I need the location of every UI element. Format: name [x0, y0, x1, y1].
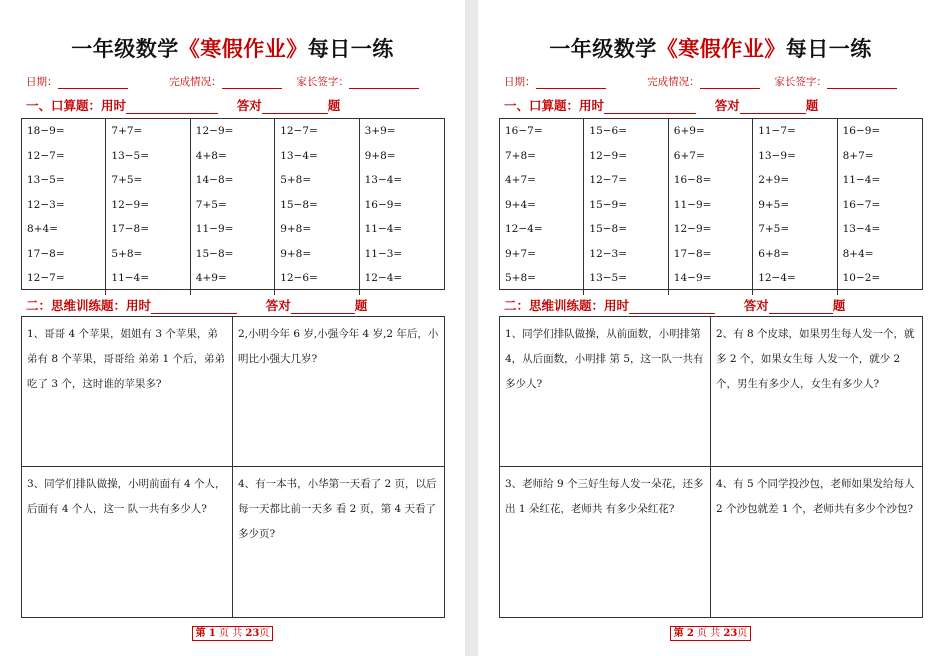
arithmetic-item: 11−9= — [195, 223, 234, 235]
section1-label: 一、口算题：用时 — [26, 98, 127, 113]
title-highlight: 《寒假作业》 — [656, 36, 786, 61]
arithmetic-item: 13−4= — [842, 223, 881, 235]
arithmetic-item: 16−7= — [505, 125, 543, 137]
unit-label: 题 — [832, 298, 846, 313]
arithmetic-column — [500, 119, 584, 295]
footer-middle: 页 共 — [697, 628, 721, 639]
page-number: 1 — [208, 628, 216, 639]
arithmetic-item: 16−7= — [842, 198, 881, 211]
status-label: 完成情况： — [169, 76, 222, 88]
word-problem: 2、有 8 个皮球，如果男生每人发一个，就多 2 个，如果女生每 人发一个，就少 2 个，男生有多少人，女生有多少人? — [711, 317, 922, 467]
status-blank[interactable] — [222, 77, 282, 89]
page-total: 23 — [245, 628, 260, 639]
arithmetic-column — [106, 119, 190, 295]
arithmetic-item: 7+5= — [758, 223, 790, 235]
arithmetic-item: 4+7= — [505, 174, 536, 186]
section1-heading — [504, 96, 923, 114]
arithmetic-item: 13−5= — [589, 272, 628, 284]
unit-label: 题 — [805, 98, 819, 113]
arithmetic-item: 15−6= — [589, 125, 628, 137]
arithmetic-item: 5+8= — [505, 272, 536, 284]
footer-prefix: 第 — [673, 628, 684, 639]
date-label: 日期： — [26, 76, 58, 88]
title-prefix: 一年级数学 — [71, 36, 179, 61]
section2-heading — [26, 296, 445, 314]
arithmetic-item: 12−7= — [280, 125, 318, 137]
arithmetic-item: 16−9= — [364, 198, 403, 211]
page-title — [0, 33, 465, 63]
arithmetic-item: 14−8= — [195, 174, 234, 186]
arithmetic-item: 17−8= — [673, 247, 712, 260]
arithmetic-item: 4+9= — [195, 272, 227, 284]
title-prefix: 一年级数学 — [549, 36, 657, 61]
arithmetic-item: 13−5= — [111, 149, 150, 162]
arithmetic-item: 12−7= — [27, 149, 65, 162]
meta-line — [26, 74, 445, 89]
arithmetic-item: 11−9= — [673, 198, 712, 211]
arithmetic-item: 9+5= — [758, 198, 790, 211]
arithmetic-item: 16−8= — [673, 174, 712, 186]
section2-label: 二：思维训练题：用时 — [26, 298, 152, 313]
arithmetic-item: 15−9= — [589, 198, 628, 211]
footer-suffix: 页 — [259, 628, 270, 639]
arithmetic-item: 8+4= — [842, 247, 874, 260]
arithmetic-item: 12−9= — [195, 125, 234, 137]
arithmetic-item: 12−7= — [589, 174, 628, 186]
time-blank[interactable] — [151, 300, 237, 314]
arithmetic-item: 15−8= — [589, 223, 628, 235]
arithmetic-item: 11−4= — [842, 174, 881, 186]
time-blank[interactable] — [629, 300, 715, 314]
worksheet-page-2 — [478, 0, 941, 656]
arithmetic-item: 13−4= — [280, 149, 318, 162]
time-blank[interactable] — [126, 100, 218, 114]
arithmetic-item: 7+7= — [111, 125, 143, 137]
arithmetic-item: 12−3= — [27, 198, 65, 211]
arithmetic-item: 12−9= — [111, 198, 150, 211]
arithmetic-item: 16−9= — [842, 125, 881, 137]
arithmetic-item: 9+8= — [364, 149, 396, 162]
word-problem: 4、有 5 个同学投沙包，老师如果发给每人 2 个沙包就差 1 个，老师共有多少个沙包? — [716, 478, 915, 515]
correct-blank[interactable] — [291, 300, 355, 314]
correct-label: 答对 — [236, 98, 262, 113]
arithmetic-item: 18−9= — [27, 125, 65, 137]
arithmetic-item: 11−7= — [758, 125, 796, 137]
signature-blank[interactable] — [349, 77, 419, 89]
arithmetic-item: 12−7= — [27, 272, 65, 284]
correct-label: 答对 — [265, 298, 291, 313]
arithmetic-item: 9+4= — [505, 198, 536, 211]
signature-blank[interactable] — [827, 77, 897, 89]
date-blank[interactable] — [58, 77, 128, 89]
arithmetic-column — [360, 119, 444, 295]
word-problem: 1、哥哥 4 个苹果，姐姐有 3 个苹果，弟弟有 8 个苹果，哥哥给 弟弟 1 个后，弟弟吃了 3 个，这时谁的苹果多? — [22, 317, 233, 467]
arithmetic-item: 13−9= — [758, 149, 796, 162]
page-indicator — [670, 626, 752, 641]
arithmetic-item: 4+8= — [195, 149, 227, 162]
arithmetic-item: 9+7= — [505, 247, 536, 260]
arithmetic-column — [22, 119, 106, 295]
arithmetic-item: 7+5= — [111, 174, 143, 186]
arithmetic-item: 10−2= — [842, 272, 881, 284]
page-indicator — [192, 626, 274, 641]
arithmetic-item: 15−8= — [280, 198, 318, 211]
section1-heading — [26, 96, 445, 114]
arithmetic-item: 14−9= — [673, 272, 712, 284]
page-title — [478, 33, 941, 63]
arithmetic-item: 8+4= — [27, 223, 58, 235]
arithmetic-item: 17−8= — [111, 223, 150, 235]
arithmetic-item: 12−4= — [758, 272, 796, 284]
arithmetic-item: 13−4= — [364, 174, 403, 186]
footer-prefix: 第 — [195, 628, 206, 639]
word-problem: 3、老师给 9 个三好生每人发一朵花，还多出 1 朵红花，老师共 有多少朵红花? — [500, 467, 711, 617]
title-highlight: 《寒假作业》 — [178, 36, 308, 61]
arithmetic-item: 11−4= — [364, 223, 403, 235]
arithmetic-item: 12−4= — [505, 223, 543, 235]
arithmetic-item: 3+9= — [364, 125, 396, 137]
arithmetic-grid — [21, 118, 445, 290]
arithmetic-item: 12−9= — [589, 149, 628, 162]
arithmetic-column — [753, 119, 837, 295]
section2-label: 二：思维训练题：用时 — [504, 298, 630, 313]
meta-line — [504, 74, 923, 89]
section1-label: 一、口算题：用时 — [504, 98, 605, 113]
arithmetic-item: 17−8= — [27, 247, 65, 260]
arithmetic-item: 13−5= — [27, 174, 65, 186]
footer-suffix: 页 — [737, 628, 748, 639]
correct-blank[interactable] — [740, 100, 806, 114]
arithmetic-item: 11−3= — [364, 247, 403, 260]
arithmetic-item: 9+8= — [280, 247, 312, 260]
arithmetic-item: 8+7= — [842, 149, 874, 162]
footer-middle: 页 共 — [219, 628, 243, 639]
word-problems-grid — [21, 316, 445, 618]
correct-label: 答对 — [714, 98, 740, 113]
word-problem: 4、有一本书，小华第一天看了 2 页，以后每一天都比前一天多 看 2 页，第 4 天看了多少页? — [238, 478, 437, 540]
page-total: 23 — [723, 628, 738, 639]
signature-label: 家长签字： — [296, 76, 349, 88]
arithmetic-item: 5+8= — [280, 174, 312, 186]
arithmetic-item: 12−3= — [589, 247, 628, 260]
arithmetic-item: 12−6= — [280, 272, 318, 284]
arithmetic-item: 6+7= — [673, 149, 705, 162]
arithmetic-item: 11−4= — [111, 272, 150, 284]
section2-heading — [504, 296, 923, 314]
title-suffix: 每日一练 — [307, 36, 394, 61]
unit-label: 题 — [354, 298, 368, 313]
arithmetic-item: 6+8= — [758, 247, 790, 260]
worksheet-page-1 — [0, 0, 465, 656]
signature-label: 家长签字： — [774, 76, 827, 88]
arithmetic-item: 7+8= — [505, 149, 536, 162]
correct-blank[interactable] — [769, 300, 833, 314]
arithmetic-item: 7+5= — [195, 198, 227, 211]
arithmetic-item: 12−4= — [364, 272, 403, 284]
arithmetic-item: 5+8= — [111, 247, 143, 260]
word-problem: 1、同学们排队做操，从前面数，小明排第 4，从后面数，小明排 第 5，这一队一共有多少人? — [500, 317, 711, 467]
arithmetic-item: 6+9= — [673, 125, 705, 137]
page-footer — [0, 621, 465, 641]
arithmetic-column — [669, 119, 753, 295]
arithmetic-grid — [499, 118, 923, 290]
status-label: 完成情况： — [647, 76, 700, 88]
page-footer — [478, 621, 941, 641]
time-blank[interactable] — [604, 100, 696, 114]
arithmetic-column — [584, 119, 668, 295]
page-number: 2 — [686, 628, 694, 639]
unit-label: 题 — [327, 98, 341, 113]
word-problem: 3、同学们排队做操，小明前面有 4 个人，后面有 4 个人，这一 队一共有多少人? — [22, 467, 233, 617]
arithmetic-column — [275, 119, 359, 295]
arithmetic-item: 9+8= — [280, 223, 312, 235]
date-label: 日期： — [504, 76, 536, 88]
title-suffix: 每日一练 — [785, 36, 872, 61]
arithmetic-item: 15−8= — [195, 247, 234, 260]
correct-blank[interactable] — [262, 100, 328, 114]
arithmetic-item: 12−9= — [673, 223, 712, 235]
date-blank[interactable] — [536, 77, 606, 89]
arithmetic-column — [191, 119, 275, 295]
word-problem: 2,小明今年 6 岁,小强今年 4 岁,2 年后，小明比小强大几岁? — [233, 317, 444, 467]
arithmetic-column — [838, 119, 922, 295]
status-blank[interactable] — [700, 77, 760, 89]
arithmetic-item: 2+9= — [758, 174, 790, 186]
correct-label: 答对 — [743, 298, 769, 313]
word-problems-grid — [499, 316, 923, 618]
